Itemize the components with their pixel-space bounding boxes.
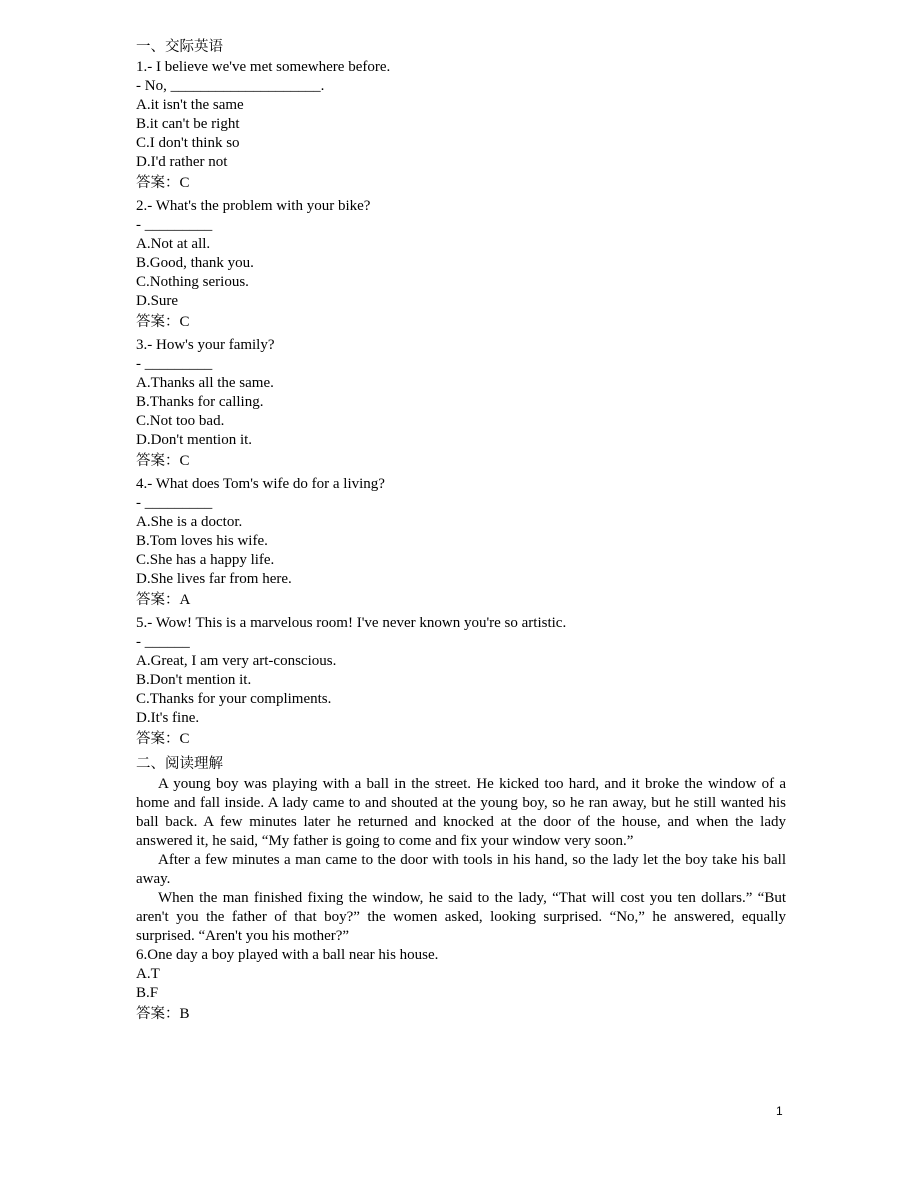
answer-line [136, 172, 786, 194]
answer-blank: - ______ [136, 634, 190, 650]
option-b: B.Thanks for calling. [136, 394, 264, 410]
answer-line [136, 311, 786, 333]
option-a: A.Not at all. [136, 236, 211, 252]
answer-value: C [179, 731, 190, 747]
answer-value: C [179, 314, 190, 330]
option-c: C.I don't think so [136, 135, 240, 151]
question-stem: 1.- I believe we've met somewhere before. [136, 59, 391, 75]
answer-blank: - _________ [136, 217, 213, 233]
option-a: A.T [136, 966, 160, 982]
passage-paragraph-2: After a few minutes a man came to the door with tools in his hand, so the lady let the boy take his ball away. [136, 852, 786, 887]
document-page [136, 36, 786, 1028]
answer-value: B [179, 1006, 190, 1022]
option-d: D.It's fine. [136, 710, 200, 726]
option-c: C.She has a happy life. [136, 552, 275, 568]
question-6 [136, 946, 786, 1025]
answer-blank: - _________ [136, 495, 213, 511]
option-b: B.it can't be right [136, 116, 240, 132]
option-d: D.She lives far from here. [136, 571, 292, 587]
question-3 [136, 336, 786, 472]
question-2 [136, 197, 786, 333]
option-d: D.Sure [136, 293, 179, 309]
option-a: A.She is a doctor. [136, 514, 243, 530]
option-b: B.Tom loves his wife. [136, 533, 268, 549]
question-5 [136, 614, 786, 750]
answer-line [136, 589, 786, 611]
question-stem: 2.- What's the problem with your bike? [136, 198, 371, 214]
option-c: C.Not too bad. [136, 413, 225, 429]
answer-blank: - No, ____________________. [136, 78, 325, 94]
answer-value: C [179, 453, 190, 469]
answer-value: C [179, 175, 190, 191]
question-1 [136, 58, 786, 194]
option-b: B.Don't mention it. [136, 672, 252, 688]
option-b: B.F [136, 985, 159, 1001]
answer-label: 答案： [136, 592, 180, 608]
answer-label: 答案： [136, 1006, 180, 1022]
question-4 [136, 475, 786, 611]
answer-blank: - _________ [136, 356, 213, 372]
question-stem: 5.- Wow! This is a marvelous room! I've never known you're so artistic. [136, 615, 567, 631]
answer-label: 答案： [136, 314, 180, 330]
page-number: 1 [776, 1104, 783, 1118]
question-stem: 3.- How's your family? [136, 337, 275, 353]
answer-value: A [179, 592, 191, 608]
option-a: A.Great, I am very art-conscious. [136, 653, 337, 669]
passage-paragraph-3: When the man finished fixing the window, he said to the lady, “That will cost you ten dollars.” “But aren't you the father of that boy?” the women asked, looking surprised. “No,” he answered, equally surprised. “Aren't you his mother?” [136, 890, 786, 944]
answer-label: 答案： [136, 453, 180, 469]
option-b: B.Good, thank you. [136, 255, 254, 271]
option-a: A.Thanks all the same. [136, 375, 274, 391]
answer-label: 答案： [136, 731, 180, 747]
answer-label: 答案： [136, 175, 180, 191]
option-a: A.it isn't the same [136, 97, 244, 113]
section-1-heading: 一、交际英语 [136, 39, 223, 55]
section-2-heading: 二、阅读理解 [136, 756, 223, 772]
answer-line [136, 1003, 786, 1025]
option-d: D.Don't mention it. [136, 432, 253, 448]
question-stem: 4.- What does Tom's wife do for a living? [136, 476, 385, 492]
option-d: D.I'd rather not [136, 154, 228, 170]
passage-paragraph-1: A young boy was playing with a ball in the street. He kicked too hard, and it broke the window of a home and fall inside. A lady came to and shouted at the young boy, so he ran away, but he still wanted his ball back. A few minutes later he returned and knocked at the door of the house, and when the lady answered it, he said, “My father is going to come and fix your window very soon.” [136, 776, 786, 849]
answer-line [136, 728, 786, 750]
option-c: C.Nothing serious. [136, 274, 249, 290]
answer-line [136, 450, 786, 472]
question-stem: 6.One day a boy played with a ball near his house. [136, 947, 439, 963]
option-c: C.Thanks for your compliments. [136, 691, 332, 707]
